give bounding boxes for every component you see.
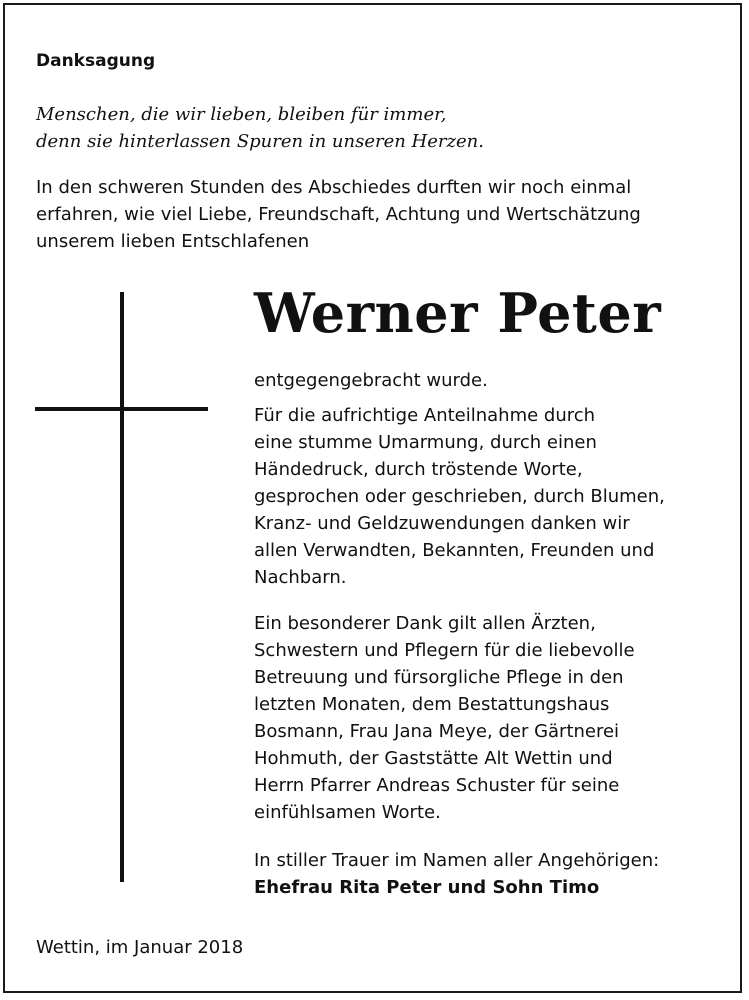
mourning-line: In stiller Trauer im Namen aller Angehörigen: xyxy=(254,850,660,871)
special-thanks-line: Herrn Pfarrer Andreas Schuster für seine xyxy=(254,775,620,796)
thanks-line: eine stumme Umarmung, durch einen xyxy=(254,432,597,453)
quote-line: Menschen, die wir lieben, bleiben für immer, xyxy=(36,104,447,125)
special-thanks-line: einfühlsamen Worte. xyxy=(254,802,441,823)
obituary-notice xyxy=(3,3,742,993)
received-line: entgegengebracht wurde. xyxy=(254,370,488,391)
intro-line: In den schweren Stunden des Abschiedes durften wir noch einmal xyxy=(36,177,632,198)
received-paragraph xyxy=(254,367,488,394)
intro-paragraph xyxy=(36,174,641,255)
intro-line: erfahren, wie viel Liebe, Freundschaft, Achtung und Wertschätzung xyxy=(36,204,641,225)
thanks-line: gesprochen oder geschrieben, durch Blumen, xyxy=(254,486,665,507)
intro-line: unserem lieben Entschlafenen xyxy=(36,231,310,252)
special-thanks-line: Bosmann, Frau Jana Meye, der Gärtnerei xyxy=(254,721,620,742)
mourning-paragraph xyxy=(254,847,659,901)
thanks-line: allen Verwandten, Bekannten, Freunden und xyxy=(254,540,655,561)
memorial-quote xyxy=(36,101,484,155)
thanks-line: Nachbarn. xyxy=(254,567,347,588)
special-thanks-line: Betreuung und fürsorgliche Pflege in den xyxy=(254,667,624,688)
cross-vertical-bar xyxy=(120,292,124,882)
thanks-line: Für die aufrichtige Anteilnahme durch xyxy=(254,405,596,426)
place-and-date: Wettin, im Januar 2018 xyxy=(36,937,244,958)
special-thanks-paragraph xyxy=(254,610,635,826)
quote-line: denn sie hinterlassen Spuren in unseren Herzen. xyxy=(36,131,484,152)
special-thanks-line: Hohmuth, der Gaststätte Alt Wettin und xyxy=(254,748,613,769)
cross-horizontal-bar xyxy=(35,407,208,411)
thanks-line: Kranz- und Geldzuwendungen danken wir xyxy=(254,513,630,534)
deceased-name: Werner Peter xyxy=(254,281,662,345)
thanks-paragraph xyxy=(254,402,665,591)
thanks-line: Händedruck, durch tröstende Worte, xyxy=(254,459,583,480)
special-thanks-line: Schwestern und Pflegern für die liebevolle xyxy=(254,640,635,661)
special-thanks-line: Ein besonderer Dank gilt allen Ärzten, xyxy=(254,613,596,634)
notice-heading: Danksagung xyxy=(36,51,156,71)
family-signature: Ehefrau Rita Peter und Sohn Timo xyxy=(254,877,600,898)
special-thanks-line: letzten Monaten, dem Bestattungshaus xyxy=(254,694,610,715)
